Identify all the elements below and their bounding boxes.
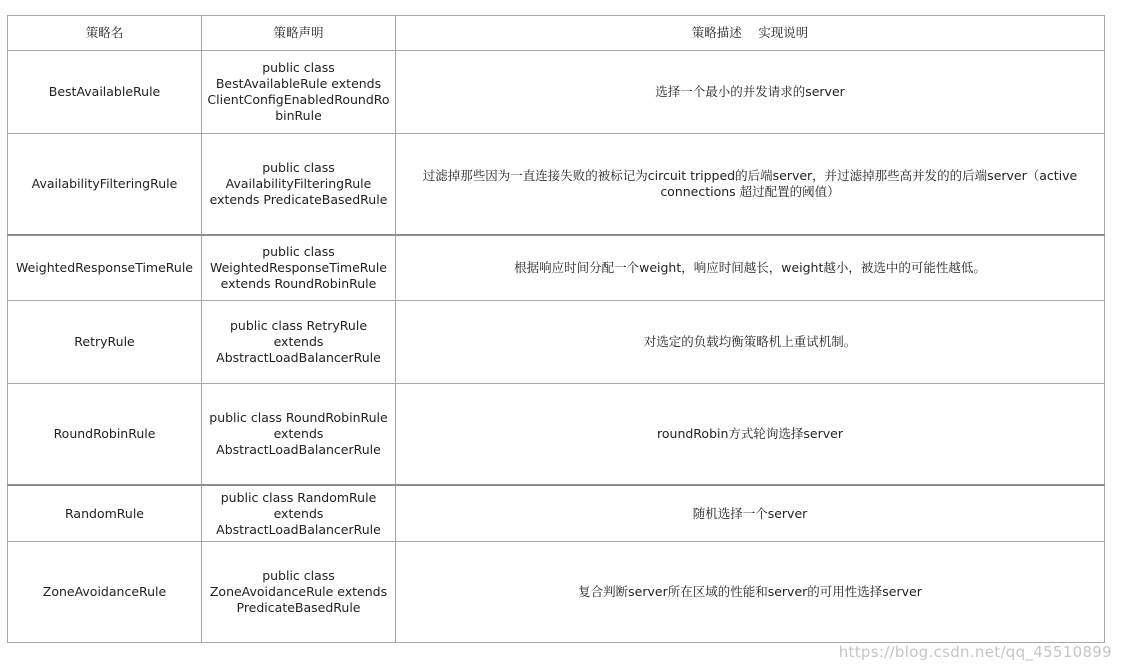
rule-name: RetryRule xyxy=(8,301,202,384)
rules-table xyxy=(7,15,1105,643)
rule-declaration: public class RandomRule extends AbstractLoadBalancerRule xyxy=(202,485,396,542)
rule-name: WeightedResponseTimeRule xyxy=(8,235,202,301)
header-declaration: 策略声明 xyxy=(202,16,396,51)
rule-name: RoundRobinRule xyxy=(8,384,202,486)
rule-description: 根据响应时间分配一个weight，响应时间越长，weight越小，被选中的可能性越低。 xyxy=(396,235,1105,301)
rule-declaration: public class ZoneAvoidanceRule extends PredicateBasedRule xyxy=(202,542,396,643)
table-row xyxy=(8,235,1105,301)
rule-description: 复合判断server所在区域的性能和server的可用性选择server xyxy=(396,542,1105,643)
table-row xyxy=(8,542,1105,643)
rule-name: ZoneAvoidanceRule xyxy=(8,542,202,643)
rule-description: 选择一个最小的并发请求的server xyxy=(396,51,1105,134)
rule-declaration: public class BestAvailableRule extends ClientConfigEnabledRoundRobinRule xyxy=(202,51,396,134)
rule-description: roundRobin方式轮询选择server xyxy=(396,384,1105,486)
header-row xyxy=(8,16,1105,51)
header-name: 策略名 xyxy=(8,16,202,51)
rule-description: 过滤掉那些因为一直连接失败的被标记为circuit tripped的后端server，并过滤掉那些高并发的的后端server（active connections 超过配置的阈值） xyxy=(396,134,1105,236)
watermark: https://blog.csdn.net/qq_45510899 xyxy=(838,643,1112,661)
table-row xyxy=(8,301,1105,384)
rule-description: 随机选择一个server xyxy=(396,485,1105,542)
rule-declaration: public class RoundRobinRule extends AbstractLoadBalancerRule xyxy=(202,384,396,486)
table-row xyxy=(8,485,1105,542)
rule-description: 对选定的负载均衡策略机上重试机制。 xyxy=(396,301,1105,384)
header-description: 策略描述 实现说明 xyxy=(396,16,1105,51)
rule-declaration: public class AvailabilityFilteringRule extends PredicateBasedRule xyxy=(202,134,396,236)
rule-name: BestAvailableRule xyxy=(8,51,202,134)
rule-name: AvailabilityFilteringRule xyxy=(8,134,202,236)
table-row xyxy=(8,51,1105,134)
table-row xyxy=(8,134,1105,236)
rule-declaration: public class RetryRule extends AbstractLoadBalancerRule xyxy=(202,301,396,384)
table-row xyxy=(8,384,1105,486)
rule-name: RandomRule xyxy=(8,485,202,542)
rule-declaration: public class WeightedResponseTimeRule extends RoundRobinRule xyxy=(202,235,396,301)
